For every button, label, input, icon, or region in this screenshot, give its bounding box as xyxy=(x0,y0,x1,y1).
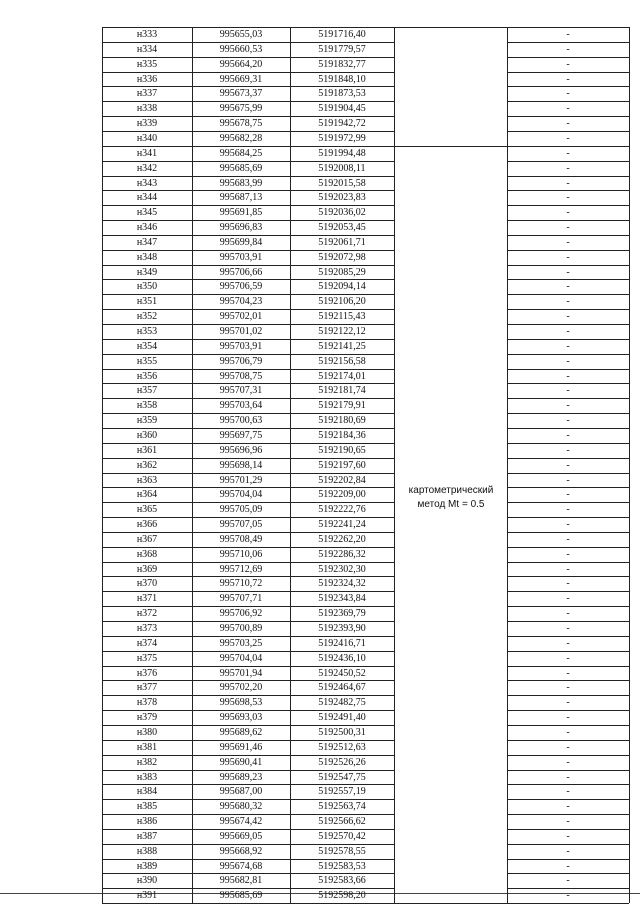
point-name: н364 xyxy=(136,489,158,500)
note-dash: - xyxy=(566,801,570,812)
method-col-border xyxy=(394,146,507,147)
coord-y: 5192122,12 xyxy=(318,326,366,337)
note-dash: - xyxy=(566,400,570,411)
coord-x: 995706,92 xyxy=(219,608,263,619)
point-name: н343 xyxy=(136,178,158,189)
coord-y: 5192286,32 xyxy=(318,549,366,560)
coord-y: 5192393,90 xyxy=(318,623,366,634)
coord-x: 995691,85 xyxy=(219,207,263,218)
coord-y: 5192436,10 xyxy=(318,653,366,664)
coord-x: 995675,99 xyxy=(219,103,263,114)
point-name: н338 xyxy=(136,103,158,114)
note-dash: - xyxy=(566,549,570,560)
point-name: н335 xyxy=(136,59,158,70)
coord-y: 5192106,20 xyxy=(318,296,366,307)
note-dash: - xyxy=(566,385,570,396)
point-name: н375 xyxy=(136,653,158,664)
note-dash: - xyxy=(566,163,570,174)
coord-x: 995684,25 xyxy=(219,148,263,159)
coord-x: 995673,37 xyxy=(219,88,263,99)
note-dash: - xyxy=(566,831,570,842)
coord-x: 995655,03 xyxy=(219,29,263,40)
coord-x: 995669,31 xyxy=(219,74,263,85)
coord-x: 995689,23 xyxy=(219,772,263,783)
coord-y: 5191716,40 xyxy=(318,29,366,40)
coord-y: 5192190,65 xyxy=(318,445,366,456)
coord-y: 5192500,31 xyxy=(318,727,366,738)
note-dash: - xyxy=(566,296,570,307)
point-name: н350 xyxy=(136,281,158,292)
coord-x: 995700,89 xyxy=(219,623,263,634)
method-col-border xyxy=(394,27,507,28)
note-dash: - xyxy=(566,653,570,664)
method-cell xyxy=(396,484,506,512)
note-dash: - xyxy=(566,846,570,857)
point-name: н390 xyxy=(136,875,158,886)
point-name: н384 xyxy=(136,786,158,797)
coord-x: 995708,49 xyxy=(219,534,263,545)
coord-x: 995674,68 xyxy=(219,861,263,872)
point-name: н363 xyxy=(136,475,158,486)
point-name: н351 xyxy=(136,296,158,307)
point-name: н346 xyxy=(136,222,158,233)
note-dash: - xyxy=(566,207,570,218)
note-dash: - xyxy=(566,267,570,278)
point-name: н360 xyxy=(136,430,158,441)
note-dash: - xyxy=(566,74,570,85)
coord-x: 995701,02 xyxy=(219,326,263,337)
coord-y: 5192512,63 xyxy=(318,742,366,753)
note-dash: - xyxy=(566,88,570,99)
coord-y: 5192241,24 xyxy=(318,519,366,530)
coord-x: 995703,64 xyxy=(219,400,263,411)
coord-x: 995696,83 xyxy=(219,222,263,233)
note-dash: - xyxy=(566,668,570,679)
note-dash: - xyxy=(566,504,570,515)
coord-x: 995682,81 xyxy=(219,875,263,886)
coord-y: 5192578,55 xyxy=(318,846,366,857)
point-name: н369 xyxy=(136,564,158,575)
coord-y: 5192526,26 xyxy=(318,757,366,768)
coord-y: 5192023,83 xyxy=(318,192,366,203)
coord-y: 5192557,19 xyxy=(318,786,366,797)
point-name: н372 xyxy=(136,608,158,619)
note-dash: - xyxy=(566,623,570,634)
coord-y: 5192491,40 xyxy=(318,712,366,723)
coord-x: 995691,46 xyxy=(219,742,263,753)
coord-x: 995689,62 xyxy=(219,727,263,738)
note-dash: - xyxy=(566,356,570,367)
point-name: н377 xyxy=(136,682,158,693)
point-name: н348 xyxy=(136,252,158,263)
note-dash: - xyxy=(566,415,570,426)
point-name: н333 xyxy=(136,29,158,40)
coord-x: 995698,53 xyxy=(219,697,263,708)
coord-y: 5192583,66 xyxy=(318,875,366,886)
point-name: н382 xyxy=(136,757,158,768)
table-col-border xyxy=(629,27,630,903)
coord-y: 5192222,76 xyxy=(318,504,366,515)
note-dash: - xyxy=(566,460,570,471)
coord-y: 5191994,48 xyxy=(318,148,366,159)
coord-x: 995685,69 xyxy=(219,163,263,174)
coord-x: 995702,01 xyxy=(219,311,263,322)
coord-x: 995701,94 xyxy=(219,668,263,679)
coord-y: 5192450,52 xyxy=(318,668,366,679)
row-border xyxy=(102,903,394,904)
coord-x: 995699,84 xyxy=(219,237,263,248)
coord-x: 995687,00 xyxy=(219,786,263,797)
point-name: н336 xyxy=(136,74,158,85)
coord-x: 995703,91 xyxy=(219,252,263,263)
point-name: н365 xyxy=(136,504,158,515)
coord-y: 5192053,45 xyxy=(318,222,366,233)
point-name: н376 xyxy=(136,668,158,679)
coord-y: 5191848,10 xyxy=(318,74,366,85)
note-dash: - xyxy=(566,772,570,783)
coord-x: 995660,53 xyxy=(219,44,263,55)
note-dash: - xyxy=(566,118,570,129)
note-dash: - xyxy=(566,192,570,203)
point-name: н386 xyxy=(136,816,158,827)
coord-y: 5192179,91 xyxy=(318,400,366,411)
point-name: н387 xyxy=(136,831,158,842)
point-name: н389 xyxy=(136,861,158,872)
method-line-1: картометрический xyxy=(408,485,494,496)
coord-y: 5192061,71 xyxy=(318,237,366,248)
note-dash: - xyxy=(566,281,570,292)
note-dash: - xyxy=(566,742,570,753)
note-dash: - xyxy=(566,712,570,723)
coord-y: 5192598,20 xyxy=(318,890,366,901)
coord-x: 995702,20 xyxy=(219,682,263,693)
note-dash: - xyxy=(566,326,570,337)
note-dash: - xyxy=(566,222,570,233)
coord-y: 5192343,84 xyxy=(318,593,366,604)
note-dash: - xyxy=(566,682,570,693)
note-dash: - xyxy=(566,133,570,144)
note-dash: - xyxy=(566,148,570,159)
coord-x: 995707,31 xyxy=(219,385,263,396)
note-dash: - xyxy=(566,816,570,827)
note-dash: - xyxy=(566,489,570,500)
point-name: н337 xyxy=(136,88,158,99)
point-name: н368 xyxy=(136,549,158,560)
coord-x: 995700,63 xyxy=(219,415,263,426)
coord-x: 995678,75 xyxy=(219,118,263,129)
coord-y: 5191832,77 xyxy=(318,59,366,70)
coord-y: 5192547,75 xyxy=(318,772,366,783)
note-dash: - xyxy=(566,697,570,708)
note-dash: - xyxy=(566,430,570,441)
point-name: н340 xyxy=(136,133,158,144)
coord-y: 5192563,74 xyxy=(318,801,366,812)
note-dash: - xyxy=(566,861,570,872)
point-name: н341 xyxy=(136,148,158,159)
coord-y: 5192369,79 xyxy=(318,608,366,619)
coord-y: 5192085,29 xyxy=(318,267,366,278)
coord-y: 5192184,36 xyxy=(318,430,366,441)
coord-y: 5191904,45 xyxy=(318,103,366,114)
point-name: н358 xyxy=(136,400,158,411)
coord-x: 995674,42 xyxy=(219,816,263,827)
coord-y: 5191873,53 xyxy=(318,88,366,99)
note-dash: - xyxy=(566,593,570,604)
note-dash: - xyxy=(566,44,570,55)
point-name: н374 xyxy=(136,638,158,649)
note-dash: - xyxy=(566,534,570,545)
point-name: н357 xyxy=(136,385,158,396)
method-col-border xyxy=(394,903,507,904)
coord-x: 995706,66 xyxy=(219,267,263,278)
coord-y: 5192008,11 xyxy=(318,163,366,174)
coord-x: 995710,06 xyxy=(219,549,263,560)
coord-x: 995705,09 xyxy=(219,504,263,515)
note-dash: - xyxy=(566,59,570,70)
coord-y: 5192197,60 xyxy=(318,460,366,471)
note-dash: - xyxy=(566,564,570,575)
coord-x: 995704,04 xyxy=(219,489,263,500)
point-name: н378 xyxy=(136,697,158,708)
point-name: н352 xyxy=(136,311,158,322)
point-name: н349 xyxy=(136,267,158,278)
coord-x: 995698,14 xyxy=(219,460,263,471)
coord-x: 995683,99 xyxy=(219,178,263,189)
point-name: н379 xyxy=(136,712,158,723)
coord-x: 995696,96 xyxy=(219,445,263,456)
coord-y: 5192566,62 xyxy=(318,816,366,827)
method-line-2: метод Mt = 0.5 xyxy=(417,499,485,510)
coord-x: 995697,75 xyxy=(219,430,263,441)
point-name: н361 xyxy=(136,445,158,456)
coord-y: 5192464,67 xyxy=(318,682,366,693)
point-name: н366 xyxy=(136,519,158,530)
coord-y: 5192015,58 xyxy=(318,178,366,189)
point-name: н339 xyxy=(136,118,158,129)
note-dash: - xyxy=(566,371,570,382)
coord-x: 995690,41 xyxy=(219,757,263,768)
note-dash: - xyxy=(566,578,570,589)
point-name: н391 xyxy=(136,890,158,901)
note-dash: - xyxy=(566,608,570,619)
coord-x: 995707,05 xyxy=(219,519,263,530)
coord-x: 995706,79 xyxy=(219,356,263,367)
coord-x: 995668,92 xyxy=(219,846,263,857)
coord-y: 5192324,32 xyxy=(318,578,366,589)
note-dash: - xyxy=(566,475,570,486)
row-border xyxy=(507,903,629,904)
coord-x: 995664,20 xyxy=(219,59,263,70)
point-name: н359 xyxy=(136,415,158,426)
coord-x: 995693,03 xyxy=(219,712,263,723)
note-dash: - xyxy=(566,178,570,189)
coord-x: 995704,04 xyxy=(219,653,263,664)
note-dash: - xyxy=(566,786,570,797)
coord-y: 5192209,00 xyxy=(318,489,366,500)
coord-y: 5191779,57 xyxy=(318,44,366,55)
note-dash: - xyxy=(566,875,570,886)
note-dash: - xyxy=(566,638,570,649)
coord-x: 995703,91 xyxy=(219,341,263,352)
coord-y: 5192202,84 xyxy=(318,475,366,486)
point-name: н354 xyxy=(136,341,158,352)
table-col-border xyxy=(394,27,395,903)
point-name: н344 xyxy=(136,192,158,203)
note-dash: - xyxy=(566,237,570,248)
coord-x: 995669,05 xyxy=(219,831,263,842)
coord-y: 5192141,25 xyxy=(318,341,366,352)
coord-y: 5192156,58 xyxy=(318,356,366,367)
point-name: н362 xyxy=(136,460,158,471)
note-dash: - xyxy=(566,445,570,456)
coord-x: 995710,72 xyxy=(219,578,263,589)
coord-y: 5192262,20 xyxy=(318,534,366,545)
point-name: н347 xyxy=(136,237,158,248)
point-name: н355 xyxy=(136,356,158,367)
note-dash: - xyxy=(566,890,570,901)
point-name: н353 xyxy=(136,326,158,337)
coord-y: 5192036,02 xyxy=(318,207,366,218)
coord-y: 5192583,53 xyxy=(318,861,366,872)
coord-y: 5192181,74 xyxy=(318,385,366,396)
point-name: н388 xyxy=(136,846,158,857)
coord-y: 5192115,43 xyxy=(318,311,366,322)
coord-x: 995680,32 xyxy=(219,801,263,812)
coord-y: 5191942,72 xyxy=(318,118,366,129)
point-name: н367 xyxy=(136,534,158,545)
coord-y: 5192072,98 xyxy=(318,252,366,263)
point-name: н345 xyxy=(136,207,158,218)
note-dash: - xyxy=(566,341,570,352)
coord-y: 5192174,01 xyxy=(318,371,366,382)
point-name: н334 xyxy=(136,44,158,55)
note-dash: - xyxy=(566,757,570,768)
coord-x: 995685,69 xyxy=(219,890,263,901)
note-dash: - xyxy=(566,727,570,738)
point-name: н380 xyxy=(136,727,158,738)
coord-y: 5192302,30 xyxy=(318,564,366,575)
coord-x: 995682,28 xyxy=(219,133,263,144)
point-name: н373 xyxy=(136,623,158,634)
coord-x: 995706,59 xyxy=(219,281,263,292)
coord-x: 995701,29 xyxy=(219,475,263,486)
point-name: н385 xyxy=(136,801,158,812)
coord-y: 5192416,71 xyxy=(318,638,366,649)
point-name: н370 xyxy=(136,578,158,589)
coord-y: 5192482,75 xyxy=(318,697,366,708)
point-name: н356 xyxy=(136,371,158,382)
point-name: н383 xyxy=(136,772,158,783)
note-dash: - xyxy=(566,103,570,114)
coord-x: 995707,71 xyxy=(219,593,263,604)
coord-y: 5192094,14 xyxy=(318,281,366,292)
note-dash: - xyxy=(566,311,570,322)
point-name: н381 xyxy=(136,742,158,753)
note-dash: - xyxy=(566,519,570,530)
point-name: н371 xyxy=(136,593,158,604)
coord-x: 995704,23 xyxy=(219,296,263,307)
coord-x: 995687,13 xyxy=(219,192,263,203)
coord-y: 5192570,42 xyxy=(318,831,366,842)
coord-x: 995712,69 xyxy=(219,564,263,575)
coord-y: 5192180,69 xyxy=(318,415,366,426)
coord-x: 995708,75 xyxy=(219,371,263,382)
note-dash: - xyxy=(566,252,570,263)
coord-x: 995703,25 xyxy=(219,638,263,649)
point-name: н342 xyxy=(136,163,158,174)
note-dash: - xyxy=(566,29,570,40)
coord-y: 5191972,99 xyxy=(318,133,366,144)
